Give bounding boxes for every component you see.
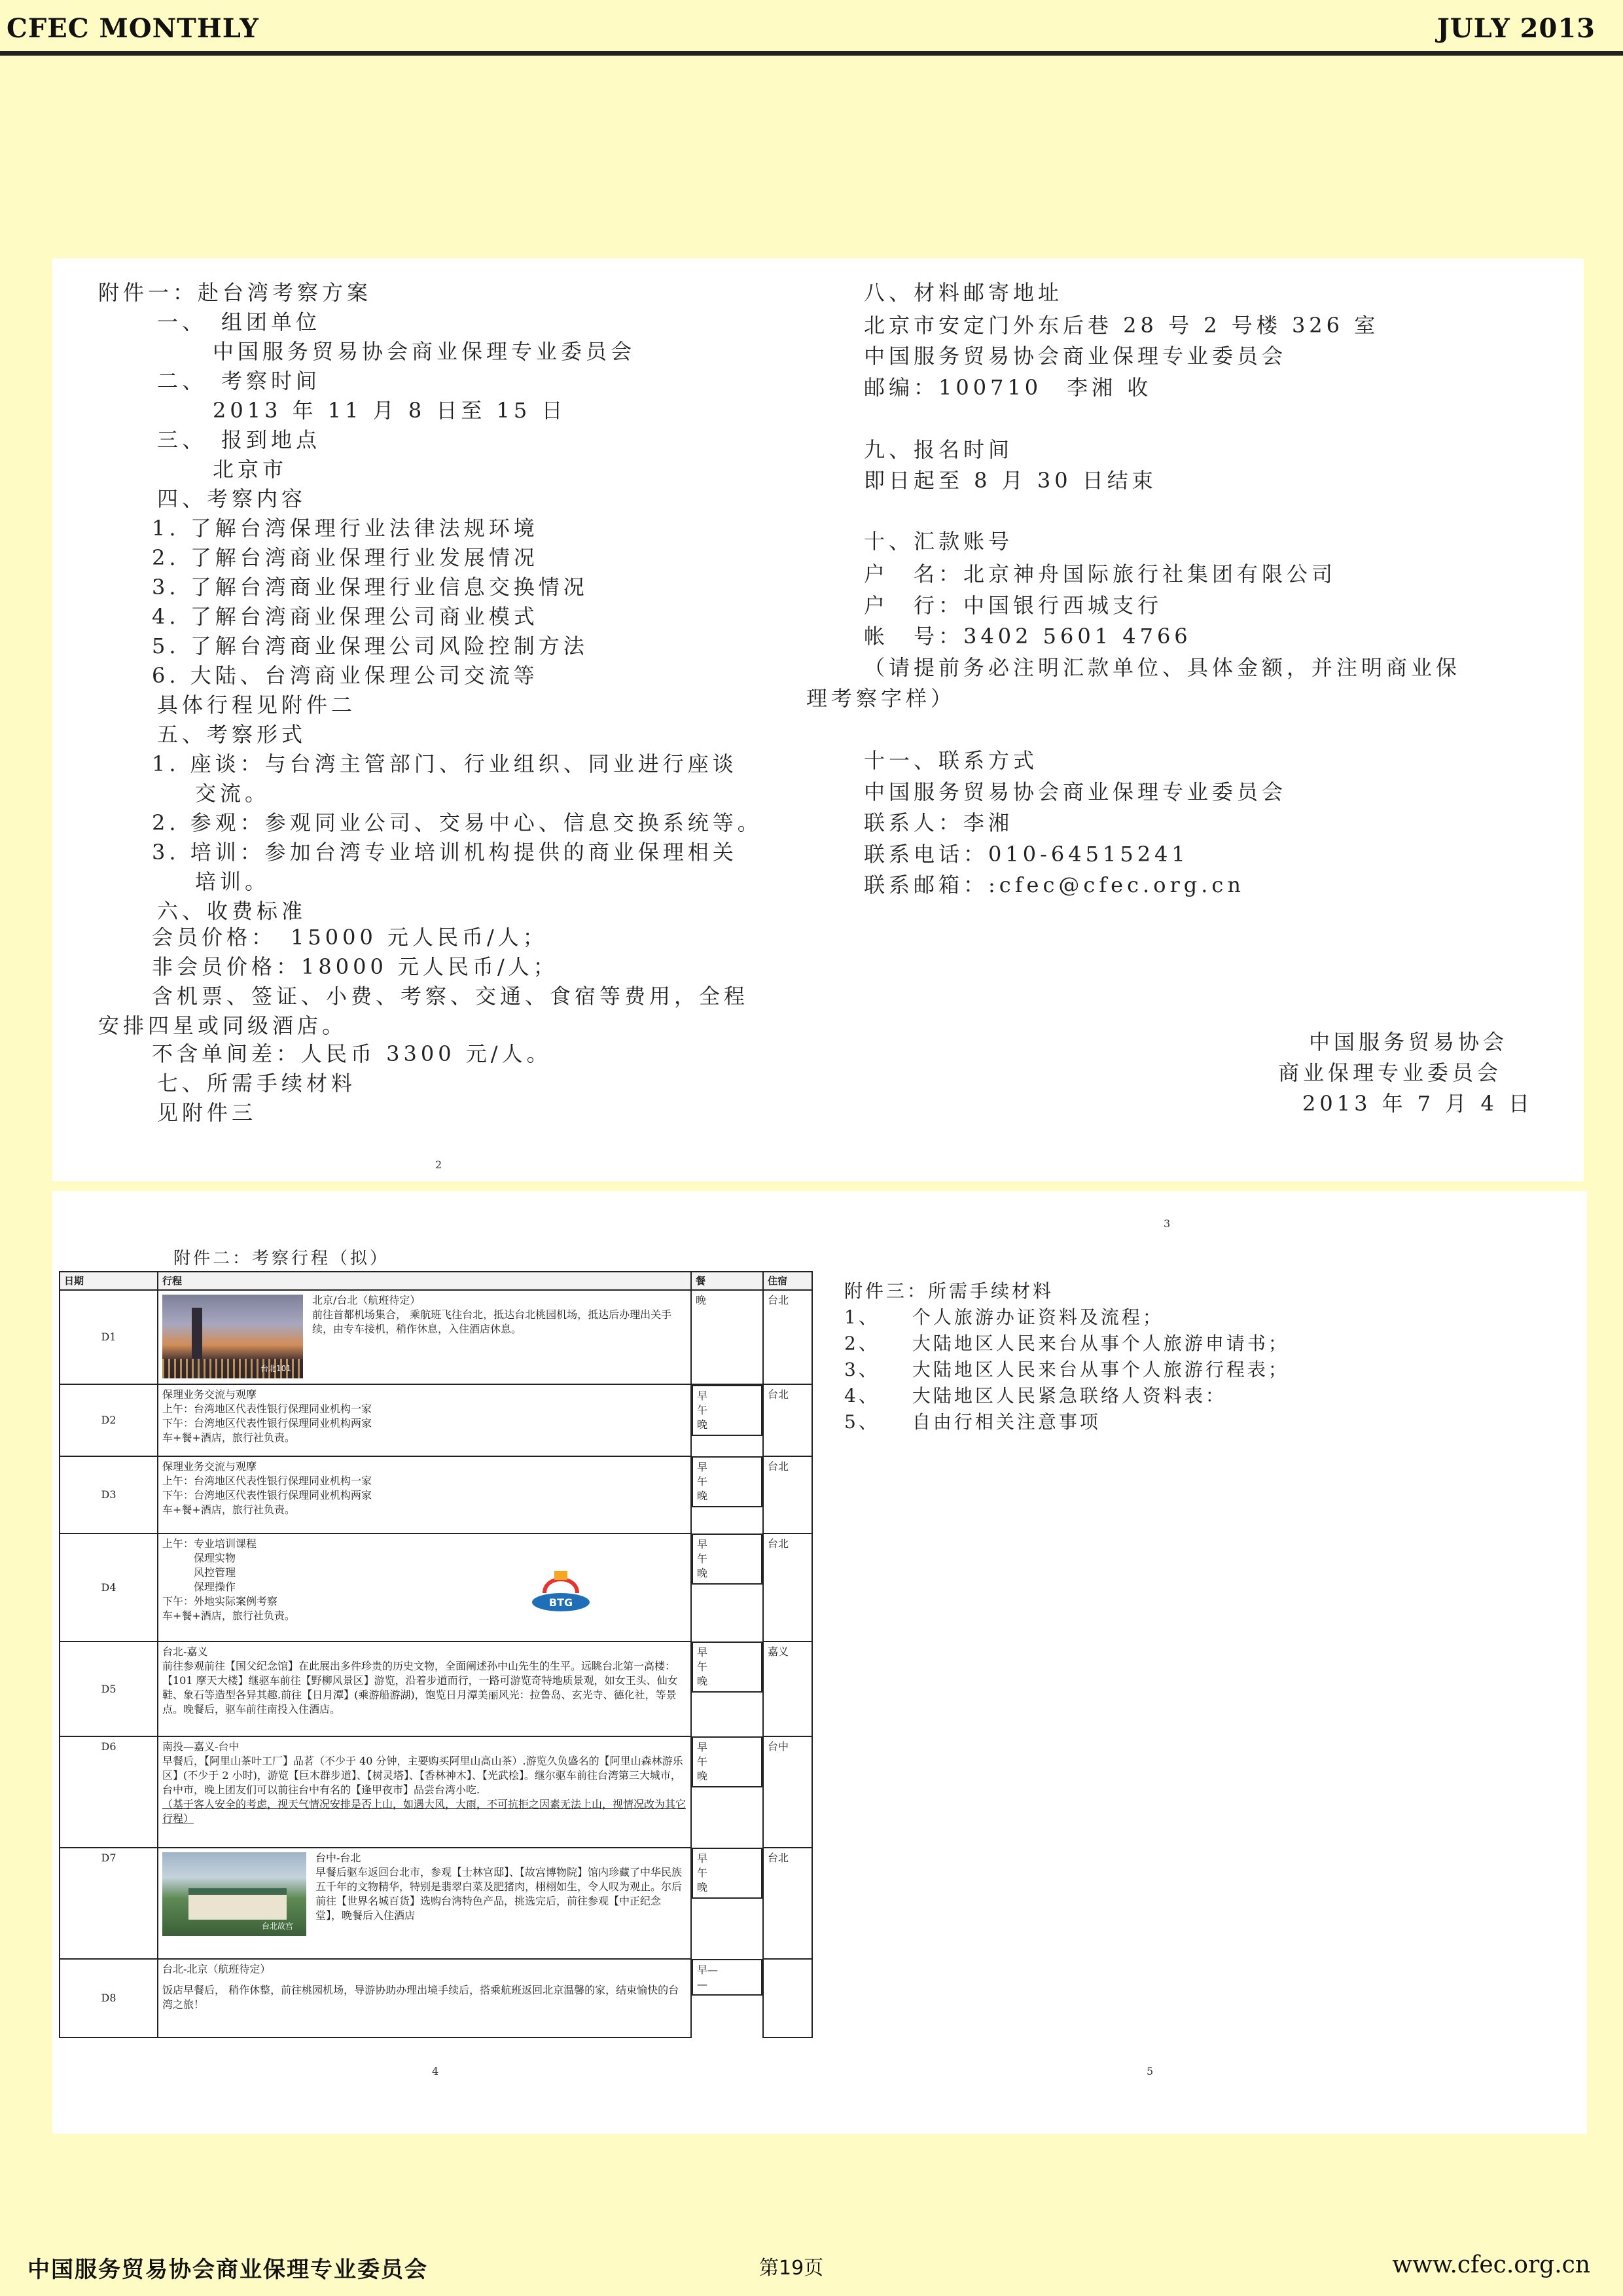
itinerary-line: 车+餐+酒店，旅行社负责。 bbox=[162, 1503, 295, 1516]
itinerary-line: 保理业务交流与观摩 bbox=[162, 1388, 257, 1401]
text-line: 北京市安定门外东后巷 28 号 2 号楼 326 室 bbox=[864, 313, 1380, 338]
text-line: 中国服务贸易协会商业保理专业委员会 bbox=[213, 339, 636, 364]
itinerary-line: 保理操作 bbox=[162, 1581, 236, 1593]
annex3-title: 附件三：所需手续材料 bbox=[844, 1280, 1054, 1302]
table-row bbox=[60, 1641, 812, 1736]
itinerary-line: 前往参观前往【国父纪念馆】在此展出多件珍贵的历史文物，全面阐述孙中山先生的生平。远眺台北第一高楼：【101 摩天大楼】继驱车前往【野柳风景区】游览，沿着步道而行，一路可游览奇特地质景观，如女王头、仙女鞋、象石等造型各异其趣.前往【日月潭】(乘游船游湖)，饱览日月潭美丽风光：拉鲁岛、玄光寺、德化社，等景点。晚餐后，驱车前往南投入住酒店。 bbox=[162, 1660, 678, 1715]
itinerary-line: 上午：专业培训课程 bbox=[162, 1537, 257, 1550]
hotel-cell bbox=[763, 1959, 812, 2037]
table-header-row bbox=[60, 1272, 812, 1290]
meals-cell: 晚 bbox=[691, 1290, 763, 1384]
itinerary-note: （基于客人安全的考虑，视天气情况安排是否上山，如遇大风，大雨，不可抗拒之因素无法上山，视情况改为其它行程） bbox=[162, 1798, 687, 1825]
itinerary-line: 保理实物 bbox=[162, 1552, 236, 1564]
itinerary-table bbox=[59, 1271, 813, 2038]
itinerary-line: 前往首都机场集合， 乘航班飞往台北，抵达台北桃园机场，抵达后办理出关手续，由专车接机，稍作休息，入住酒店休息。 bbox=[312, 1308, 672, 1335]
photo-caption: 台北故宫 bbox=[262, 1922, 294, 1931]
text-line: 户 名：北京神舟国际旅行社集团有限公司 bbox=[864, 562, 1337, 586]
text-line: 联系邮箱：:cfec@cfec.org.cn bbox=[864, 872, 1245, 897]
signature-org: 中国服务贸易协会 bbox=[1309, 1030, 1508, 1054]
day-cell: D6 bbox=[60, 1736, 158, 1848]
itinerary-line: 南投—嘉义-台中 bbox=[162, 1740, 240, 1753]
text-line: 六、收费标准 bbox=[157, 899, 307, 924]
header-meals: 餐 bbox=[691, 1272, 763, 1290]
taipei-101-photo bbox=[162, 1295, 303, 1378]
itinerary-cell bbox=[158, 1959, 691, 2037]
text-line: 五、考察形式 bbox=[157, 722, 307, 747]
text-line: 培训。 bbox=[195, 869, 270, 894]
text-line: 3、 大陆地区人民来台从事个人旅游行程表； bbox=[844, 1359, 1289, 1380]
itinerary-line: 台中-台北 bbox=[315, 1852, 361, 1864]
text-line: （请提前务必注明汇款单位、具体金额，并注明商业保 bbox=[864, 655, 1461, 680]
table-row bbox=[60, 1384, 812, 1456]
text-line: 2013 年 11 月 8 日至 15 日 bbox=[213, 398, 567, 423]
table-row bbox=[60, 1290, 812, 1384]
day-cell: D4 bbox=[60, 1534, 158, 1641]
logo-text: BTG bbox=[548, 1596, 573, 1609]
meals-cell: 早 午 晚 bbox=[692, 1641, 762, 1693]
itinerary-cell bbox=[158, 1736, 691, 1848]
signature-committee: 商业保理专业委员会 bbox=[1278, 1060, 1503, 1085]
text-line: 帐 号：3402 5601 4766 bbox=[864, 624, 1192, 649]
table-row bbox=[60, 1848, 812, 1959]
signature-date: 2013 年 7 月 4 日 bbox=[1302, 1091, 1534, 1116]
text-line: 理考察字样） bbox=[806, 686, 956, 711]
itinerary-cell bbox=[158, 1848, 691, 1959]
hotel-cell: 台北 bbox=[763, 1290, 812, 1384]
text-line: 七、所需手续材料 bbox=[157, 1071, 357, 1096]
itinerary-line: 风控管理 bbox=[162, 1566, 236, 1579]
text-line: 联系电话：010-64515241 bbox=[864, 842, 1189, 867]
hotel-cell: 嘉义 bbox=[763, 1641, 812, 1736]
page-number: 2 bbox=[435, 1158, 442, 1171]
text-line: 1. 座谈：与台湾主管部门、行业组织、同业进行座谈 bbox=[152, 751, 738, 776]
itinerary-line: 早餐后驱车返回台北市，参观【士林官邸】、【故宫博物院】馆内珍藏了中华民族五千年的文物精华，特别是翡翠白菜及肥猪肉，栩栩如生，令人叹为观止。尔后前往【世界名城百货】选购台湾特色产品，挑选完后，前往参观【中正纪念堂】，晚餐后入住酒店 bbox=[315, 1866, 683, 1922]
text-line: 即日起至 8 月 30 日结束 bbox=[864, 468, 1157, 493]
btg-logo bbox=[525, 1566, 597, 1618]
header-hotel: 住宿 bbox=[763, 1272, 812, 1290]
itinerary-cell bbox=[158, 1456, 691, 1534]
palace-museum-photo bbox=[162, 1852, 306, 1936]
day-cell: D5 bbox=[60, 1641, 158, 1736]
text-line: 2. 参观：参观同业公司、交易中心、信息交换系统等。 bbox=[152, 810, 762, 835]
text-line: 中国服务贸易协会商业保理专业委员会 bbox=[864, 780, 1287, 804]
itinerary-line: 下午：台湾地区代表性银行保理同业机构两家 bbox=[162, 1489, 372, 1501]
logo-roof bbox=[554, 1571, 567, 1580]
page-number: 3 bbox=[1164, 1217, 1171, 1230]
itinerary-cell bbox=[158, 1384, 691, 1456]
meals-cell: 早 午 晚 bbox=[692, 1736, 762, 1787]
text-line: 含机票、签证、小费、考察、交通、食宿等费用，全程 bbox=[152, 984, 749, 1009]
text-line: 2. 了解台湾商业保理行业发展情况 bbox=[152, 545, 539, 570]
text-line: 4、 大陆地区人民紧急联络人资料表： bbox=[844, 1385, 1226, 1407]
text-line: 二、 考察时间 bbox=[157, 368, 321, 393]
text-line: 交流。 bbox=[195, 781, 270, 806]
day-cell: D7 bbox=[60, 1848, 158, 1959]
text-line: 不含单间差：人民币 3300 元/人。 bbox=[152, 1041, 552, 1066]
hotel-cell: 台北 bbox=[763, 1534, 812, 1641]
meals-cell: 早 午 晚 bbox=[692, 1848, 762, 1899]
text-line: 九、报名时间 bbox=[864, 437, 1014, 462]
text-line: 6. 大陆、台湾商业保理公司交流等 bbox=[152, 663, 539, 688]
itinerary-line: 早餐后，【阿里山茶叶工厂】品茗（不少于 40 分钟，主要购买阿里山高山茶）.游览久负盛名的【阿里山森林游乐区】(不少于 2 小时)，游览【巨木群步道】、【树灵塔】、【香林神木】、【光武桧】。继尔驱车前往台湾第三大城市，台中市，晚上团友们可以前往台中有名的【逢甲夜市】品尝台湾小吃. bbox=[162, 1755, 683, 1796]
text-line: 2、 大陆地区人民来台从事个人旅游申请书； bbox=[844, 1333, 1289, 1354]
text-line: 安排四星或同级酒店。 bbox=[98, 1013, 348, 1038]
text-line: 非会员价格：18000 元人民币/人； bbox=[152, 954, 558, 979]
text-line: 中国服务贸易协会商业保理专业委员会 bbox=[864, 344, 1287, 368]
text-line: 十、汇款账号 bbox=[864, 529, 1014, 554]
itinerary-line: 台北-嘉义 bbox=[162, 1645, 208, 1658]
hotel-cell: 台北 bbox=[763, 1456, 812, 1534]
table-row bbox=[60, 1959, 812, 2037]
itinerary-line: 车+餐+酒店，旅行社负责。 bbox=[162, 1431, 295, 1444]
itinerary-line: 上午：台湾地区代表性银行保理同业机构一家 bbox=[162, 1475, 372, 1487]
photo-caption: 台北101 bbox=[260, 1364, 291, 1373]
annex1-title: 附件一：赴台湾考察方案 bbox=[98, 280, 372, 305]
annex2-title: 附件二：考察行程（拟） bbox=[173, 1249, 390, 1268]
text-line: 联系人：李湘 bbox=[864, 810, 1014, 835]
day-cell: D8 bbox=[60, 1959, 158, 2037]
text-line: 三、 报到地点 bbox=[157, 427, 321, 452]
footer-page: 第19页 bbox=[759, 2257, 824, 2280]
header-rule bbox=[0, 51, 1623, 56]
text-line: 邮编：100710 李湘 收 bbox=[864, 375, 1152, 400]
itinerary-line: 北京/台北（航班待定） bbox=[312, 1294, 421, 1306]
text-line: 具体行程见附件二 bbox=[157, 692, 357, 717]
text-line: 1、 个人旅游办证资料及流程； bbox=[844, 1306, 1164, 1328]
meals-cell: 早 午 晚 bbox=[692, 1385, 762, 1436]
day-cell: D3 bbox=[60, 1456, 158, 1534]
itinerary-line: 车+餐+酒店，旅行社负责。 bbox=[162, 1609, 295, 1622]
text-line: 4. 了解台湾商业保理公司商业模式 bbox=[152, 604, 539, 629]
text-line: 3. 了解台湾商业保理行业信息交换情况 bbox=[152, 575, 588, 600]
text-line: 5、 自由行相关注意事项 bbox=[844, 1411, 1101, 1433]
text-line: 八、材料邮寄地址 bbox=[864, 280, 1063, 305]
meals-cell: 早 午 晚 bbox=[692, 1534, 762, 1585]
itinerary-cell bbox=[158, 1290, 691, 1384]
footer-org: 中国服务贸易协会商业保理专业委员会 bbox=[27, 2257, 428, 2283]
text-line: 十一、联系方式 bbox=[864, 748, 1039, 773]
itinerary-line: 保理业务交流与观摩 bbox=[162, 1460, 257, 1473]
text-line: 见附件三 bbox=[157, 1100, 257, 1125]
day-cell: D1 bbox=[60, 1290, 158, 1384]
text-line: 四、考察内容 bbox=[157, 486, 307, 511]
page-number: 5 bbox=[1147, 2065, 1154, 2077]
meals-cell: 早 午 晚 bbox=[692, 1456, 762, 1507]
header-date: 日期 bbox=[60, 1272, 158, 1290]
day-cell: D2 bbox=[60, 1384, 158, 1456]
itinerary-line: 台北-北京（航班待定） bbox=[162, 1963, 271, 1975]
page-number: 4 bbox=[432, 2065, 439, 2077]
itinerary-line: 饭店早餐后， 稍作休整，前往桃园机场，导游协助办理出境手续后，搭乘航班返回北京温馨的家，结束愉快的台湾之旅！ bbox=[162, 1984, 679, 2011]
meals-cell: 早— — bbox=[692, 1959, 762, 1996]
text-line: 一、 组团单位 bbox=[157, 310, 321, 334]
text-line: 会员价格： 15000 元人民币/人； bbox=[152, 925, 548, 950]
itinerary-line: 下午：台湾地区代表性银行保理同业机构两家 bbox=[162, 1417, 372, 1429]
hotel-cell: 台中 bbox=[763, 1736, 812, 1848]
table-row bbox=[60, 1736, 812, 1848]
masthead-title: CFEC MONTHLY bbox=[7, 13, 259, 44]
table-row bbox=[60, 1534, 812, 1641]
header-itinerary: 行程 bbox=[158, 1272, 691, 1290]
itinerary-cell bbox=[158, 1534, 691, 1641]
footer-website: www.cfec.org.cn bbox=[1392, 2251, 1590, 2278]
museum-building bbox=[188, 1888, 287, 1920]
text-line: 5. 了解台湾商业保理公司风险控制方法 bbox=[152, 634, 588, 658]
text-line: 3. 培训：参加台湾专业培训机构提供的商业保理相关 bbox=[152, 840, 738, 865]
issue-date: JULY 2013 bbox=[1436, 13, 1596, 44]
table-row bbox=[60, 1456, 812, 1534]
text-line: 1. 了解台湾保理行业法律法规环境 bbox=[152, 516, 539, 541]
itinerary-line: 下午：外地实际案例考察 bbox=[162, 1595, 278, 1607]
itinerary-line: 上午：台湾地区代表性银行保理同业机构一家 bbox=[162, 1403, 372, 1415]
hotel-cell: 台北 bbox=[763, 1848, 812, 1959]
hotel-cell: 台北 bbox=[763, 1384, 812, 1456]
itinerary-cell bbox=[158, 1641, 691, 1736]
logo-arc bbox=[544, 1579, 577, 1593]
text-line: 北京市 bbox=[213, 457, 288, 482]
text-line: 户 行：中国银行西城支行 bbox=[864, 593, 1163, 618]
